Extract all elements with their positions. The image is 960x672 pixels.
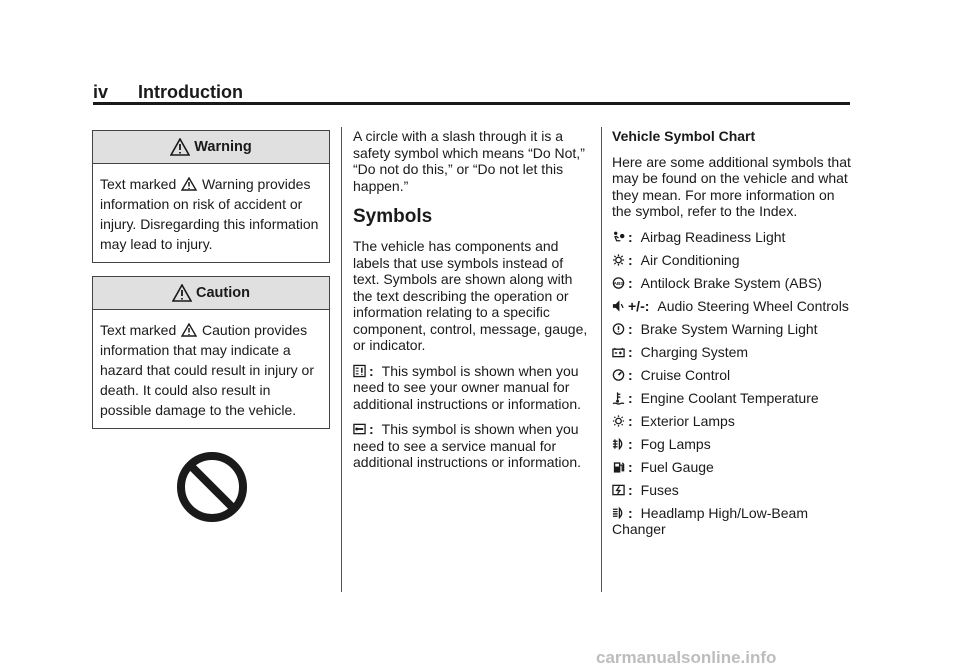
service-manual-paragraph: : This symbol is shown when you need to see a service manual for additional instructions or information. [353, 421, 582, 470]
symbol-colon: : [628, 389, 633, 406]
symbol-colon: : [628, 274, 633, 291]
headlamp-beam-icon [612, 506, 625, 520]
caution-body [93, 310, 329, 428]
coolant-temp-icon [612, 391, 625, 405]
symbol-chart-intro: Here are some additional symbols that may be found on the vehicle and what they mean. For more information on the symbol, refer to the Index. [612, 153, 851, 219]
warning-icon [170, 138, 190, 156]
middle-column [353, 128, 593, 480]
service-manual-text: This symbol is shown when you need to see a service manual for additional instructions or information. [353, 421, 582, 470]
symbol-label: Charging System [640, 343, 749, 360]
symbol-item [612, 482, 852, 499]
symbol-item [612, 459, 852, 476]
symbol-list [612, 229, 852, 538]
symbol-label: Cruise Control [640, 366, 731, 383]
header-rule [93, 102, 850, 105]
symbol-label: Brake System Warning Light [640, 320, 818, 337]
caution-text-after: Caution provides information that may indicate a hazard that could result in injury or death. It could also result in possible damage to the vehicle. [100, 322, 314, 418]
warning-title: Warning [194, 139, 252, 155]
symbol-label: Fog Lamps [640, 435, 711, 452]
fuses-icon [612, 483, 625, 497]
audio-steering-icon [612, 299, 625, 313]
owner-manual-paragraph: : This symbol is shown when you need to see your owner manual for additional instructions or information. [353, 362, 582, 412]
symbol-colon: : [628, 481, 633, 498]
abs-icon [612, 276, 625, 290]
column-divider-right [601, 127, 602, 592]
caution-text-before: Text marked [100, 322, 177, 338]
symbol-label: Antilock Brake System (ABS) [640, 274, 822, 291]
warning-box [92, 130, 330, 263]
page-title: Introduction [138, 82, 244, 102]
symbol-item [612, 252, 852, 269]
symbol-colon: : [628, 228, 633, 245]
brake-warning-icon [612, 322, 625, 336]
warning-inline-icon [181, 177, 197, 191]
svg-text:ABS: ABS [613, 280, 624, 286]
symbol-colon: : [628, 504, 633, 521]
exterior-lamps-icon [612, 414, 625, 428]
warning-body [93, 164, 329, 262]
symbol-label: Headlamp High/Low-Beam Changer [612, 504, 808, 537]
symbol-colon: : [628, 320, 633, 337]
symbol-label: Airbag Readiness Light [640, 228, 786, 245]
caution-header [93, 277, 329, 310]
fog-lamps-icon [612, 437, 625, 451]
symbol-suffix: +/-: [628, 297, 650, 314]
warning-text-after: Warning provides information on risk of accident or injury. Disregarding this information may lead to injury. [100, 176, 319, 252]
symbol-label: Exterior Lamps [640, 412, 735, 429]
warning-text-before: Text marked [100, 176, 177, 192]
watermark: carmanualsonline.info [596, 648, 777, 667]
symbol-item [612, 298, 852, 315]
symbols-heading: Symbols [353, 206, 433, 227]
symbols-paragraph: The vehicle has components and labels that use symbols instead of text. Symbols are shown along with the text describing the operation or information relating to a specific component, control, message, gauge, or indicator. [353, 238, 588, 353]
symbol-colon: : [628, 412, 633, 429]
owner-manual-icon [353, 364, 366, 378]
symbol-item [612, 505, 852, 538]
symbol-item [612, 321, 852, 338]
airbag-icon [612, 230, 625, 244]
symbol-label: Audio Steering Wheel Controls [657, 297, 849, 314]
caution-inline-icon [181, 323, 197, 337]
owner-manual-text: This symbol is shown when you need to see your owner manual for additional instructions or information. [353, 362, 582, 412]
prohibition-symbol-icon [175, 450, 249, 524]
symbol-item [612, 229, 852, 246]
symbol-label: Engine Coolant Temperature [640, 389, 819, 406]
symbol-item [612, 436, 852, 453]
symbol-colon: : [628, 458, 633, 475]
page-header [93, 82, 243, 103]
symbol-chart-heading: Vehicle Symbol Chart [612, 128, 756, 144]
right-column [612, 128, 852, 544]
symbol-item [612, 367, 852, 384]
page-number: iv [93, 82, 109, 102]
symbol-item [612, 344, 852, 361]
warning-header [93, 131, 329, 164]
symbol-colon: : [628, 366, 633, 383]
symbol-label: Fuses [640, 481, 679, 498]
symbol-item [612, 390, 852, 407]
symbol-item [612, 275, 852, 292]
caution-title: Caution [196, 285, 250, 301]
service-manual-icon [353, 422, 366, 436]
symbol-label: Fuel Gauge [640, 458, 714, 475]
battery-icon [612, 345, 625, 359]
symbol-colon: : [628, 435, 633, 452]
caution-box [92, 276, 330, 429]
cruise-control-icon [612, 368, 625, 382]
prohibition-description: A circle with a slash through it is a safety symbol which means “Do Not,” “Do not do this,” or “Do not let this happen.” [353, 128, 585, 194]
air-conditioning-icon [612, 253, 625, 267]
symbol-colon: : [628, 343, 633, 360]
symbol-label: Air Conditioning [640, 251, 740, 268]
caution-icon [172, 284, 192, 302]
column-divider-left [341, 127, 342, 592]
symbol-item [612, 413, 852, 430]
symbol-colon: : [628, 251, 633, 268]
fuel-gauge-icon [612, 460, 625, 474]
